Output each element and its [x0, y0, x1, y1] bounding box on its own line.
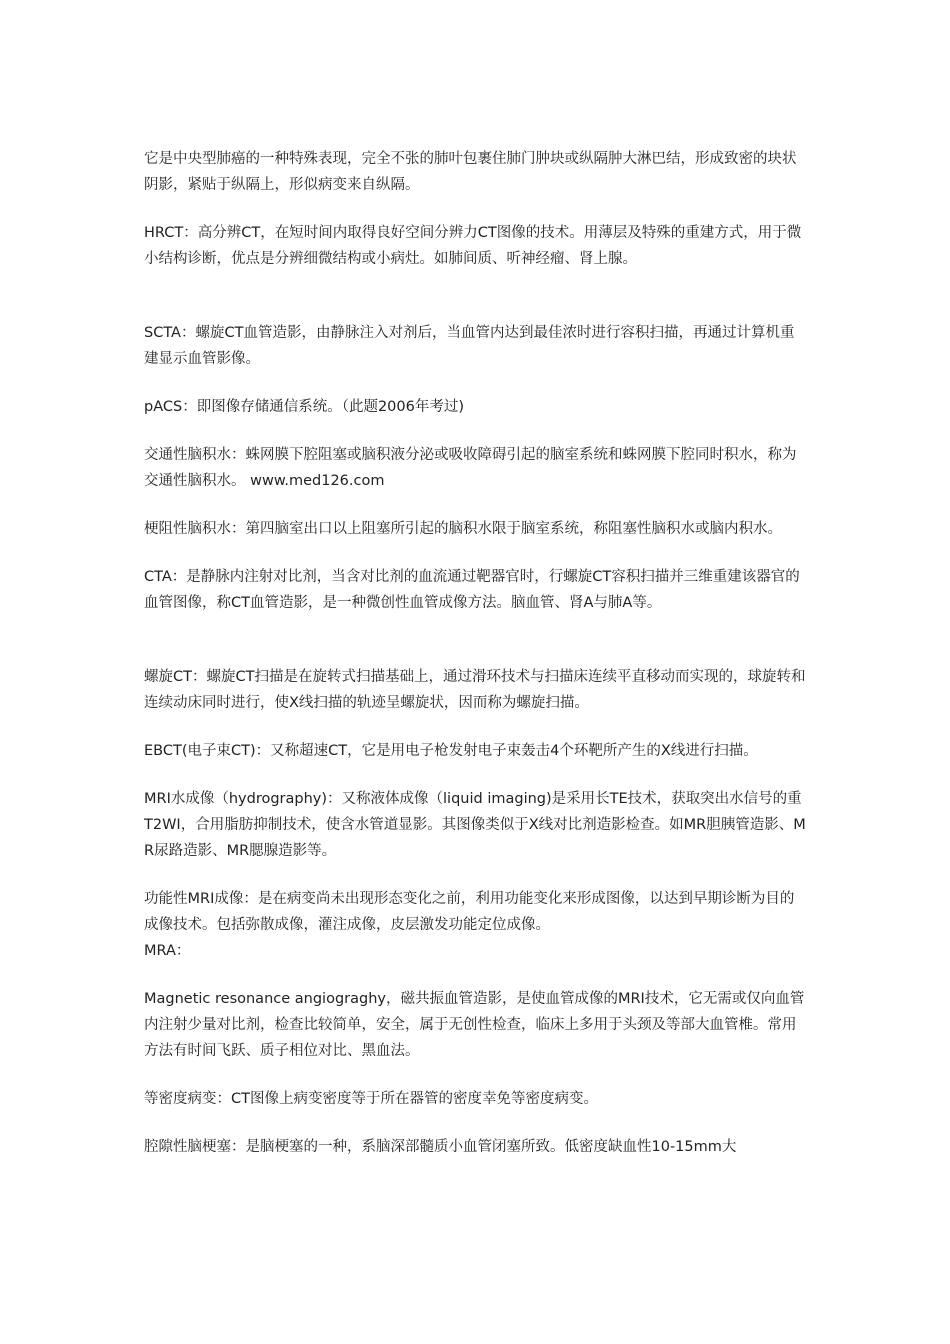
paragraph-scta: SCTA：螺旋CT血管造影，由静脉注入对剂后，当血管内达到最佳浓时进行容积扫描，再通过计算机重建显示血管影像。 — [144, 325, 795, 367]
paragraph-mri-hydrography: MRI水成像（hydrography)：又称液体成像（liquid imaging)是采用长TE技术，获取突出水信号的重T2WI，合用脂肪抑制技术，使含水管道显影。其图像类似于X线对比剂造影检查。如MR胆胰管造影、MR尿路造影、MR腮腺造影等。 — [144, 791, 806, 859]
paragraph-ebct: EBCT(电子束CT)：又称超速CT，它是用电子枪发射电子束轰击4个环靶所产生的X线进行扫描。 — [144, 743, 758, 759]
paragraph-pacs: pACS：即图像存储通信系统。（此题2006年考过) — [144, 399, 465, 415]
paragraph-hrct: HRCT：高分辨CT，在短时间内取得良好空间分辨力CT图像的技术。用薄层及特殊的重建方式，用于微小结构诊断，优点是分辨细微结构或小病灶。如肺间质、听神经瘤、肾上腺。 — [144, 225, 802, 267]
paragraph-spiral-ct: 螺旋CT：螺旋CT扫描是在旋转式扫描基础上，通过滑环技术与扫描床连续平直移动而实现的，球旋转和连续动床同时进行，使X线扫描的轨迹呈螺旋状，因而称为螺旋扫描。 — [144, 669, 806, 711]
paragraph-obstructive-hydrocephalus: 梗阻性脑积水：第四脑室出口以上阻塞所引起的脑积水限于脑室系统，称阻塞性脑积水或脑内积水。 — [144, 521, 782, 537]
paragraph-cta: CTA：是静脉内注射对比剂，当含对比剂的血流通过靶器官时，行螺旋CT容积扫描并三维重建该器官的血管图像，称CT血管造影，是一种微创性血管成像方法。脑血管、肾A与肺A等。 — [144, 569, 800, 611]
paragraph-functional-mri: 功能性MRI成像：是在病变尚未出现形态变化之前，利用功能变化来形成图像，以达到早期诊断为目的成像技术。包括弥散成像，灌注成像，皮层激发功能定位成像。 — [144, 891, 795, 933]
paragraph-isodense-lesion: 等密度病变：CT图像上病变密度等于所在器管的密度幸免等密度病变。 — [144, 1091, 598, 1107]
paragraph-mra-heading: MRA： — [144, 943, 191, 959]
paragraph-lacunar-infarction: 腔隙性脑梗塞：是脑梗塞的一种，系脑深部髓质小血管闭塞所致。低密度缺血性10-15mm大 — [144, 1139, 737, 1155]
document-body — [144, 146, 808, 1160]
paragraph-communicating-hydrocephalus: 交通性脑积水：蛛网膜下腔阻塞或脑积液分泌或吸收障碍引起的脑室系统和蛛网膜下腔同时积水，称为交通性脑积水。 www.med126.com — [144, 447, 797, 489]
paragraph-central-lung-cancer: 它是中央型肺癌的一种特殊表现，完全不张的肺叶包裹住肺门肿块或纵隔肿大淋巴结，形成致密的块状阴影，紧贴于纵隔上，形似病变来自纵隔。 — [144, 151, 797, 193]
paragraph-mra: Magnetic resonance angiograghy，磁共振血管造影，是使血管成像的MRI技术，它无需或仅向血管内注射少量对比剂，检查比较简单，安全，属于无创性检查，临床上多用于头颈及等部大血管椎。常用方法有时间飞跃、质子相位对比、黑血法。 — [144, 991, 805, 1059]
